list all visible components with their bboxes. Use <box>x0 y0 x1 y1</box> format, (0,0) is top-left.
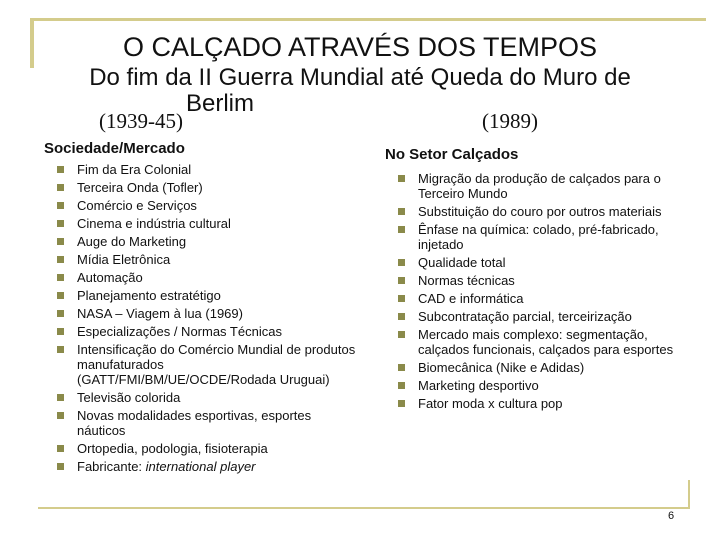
square-bullet-icon <box>398 277 405 284</box>
square-bullet-icon <box>398 400 405 407</box>
list-item-text: Normas técnicas <box>418 273 515 288</box>
list-item-text-prefix: Fabricante: <box>77 459 146 474</box>
square-bullet-icon <box>398 295 405 302</box>
square-bullet-icon <box>57 238 64 245</box>
list-item <box>57 342 357 387</box>
year-start: (1939-45) <box>99 109 183 133</box>
list-item <box>57 198 357 213</box>
list-item-text: Fim da Era Colonial <box>77 162 192 177</box>
square-bullet-icon <box>398 175 405 182</box>
square-bullet-icon <box>57 310 64 317</box>
list-item-text: Marketing desportivo <box>418 378 539 393</box>
list-item-text: Cinema e indústria cultural <box>77 216 231 231</box>
square-bullet-icon <box>57 412 64 419</box>
list-item <box>398 204 698 219</box>
year-end: (1989) <box>482 109 538 133</box>
list-item <box>398 378 698 393</box>
right-column-heading: No Setor Calçados <box>385 146 519 163</box>
list-item <box>57 324 357 339</box>
slide-title: O CALÇADO ATRAVÉS DOS TEMPOS <box>122 32 598 62</box>
list-item-text: Qualidade total <box>418 255 506 270</box>
list-item-text: Ortopedia, podologia, fisioterapia <box>77 441 268 456</box>
list-item-text: Substituição do couro por outros materiais <box>418 204 662 219</box>
square-bullet-icon <box>57 445 64 452</box>
list-item-text: Auge do Marketing <box>77 234 187 249</box>
square-bullet-icon <box>57 202 64 209</box>
list-item-text: Novas modalidades esportivas, esportes náuticos <box>77 408 312 438</box>
list-item <box>398 309 698 324</box>
list-item-text: Comércio e Serviços <box>77 198 197 213</box>
square-bullet-icon <box>398 208 405 215</box>
list-item <box>398 171 698 201</box>
list-item <box>398 255 698 270</box>
list-item-text: Planejamento estratétigo <box>77 288 221 303</box>
list-item <box>57 162 357 177</box>
square-bullet-icon <box>398 331 405 338</box>
square-bullet-icon <box>57 328 64 335</box>
list-item <box>57 390 357 405</box>
square-bullet-icon <box>398 313 405 320</box>
square-bullet-icon <box>57 166 64 173</box>
list-item <box>57 234 357 249</box>
list-item-text: Especializações / Normas Técnicas <box>77 324 282 339</box>
list-item <box>57 306 357 321</box>
square-bullet-icon <box>57 292 64 299</box>
list-item-text: Subcontratação parcial, terceirização <box>418 309 632 324</box>
list-item <box>398 291 698 306</box>
list-item-text: Fator moda x cultura pop <box>418 396 563 411</box>
list-item-text: Mídia Eletrônica <box>77 252 171 267</box>
list-item-text: Automação <box>77 270 143 285</box>
list-item <box>57 252 357 267</box>
square-bullet-icon <box>398 382 405 389</box>
square-bullet-icon <box>57 394 64 401</box>
list-item <box>57 288 357 303</box>
list-item <box>398 360 698 375</box>
list-item <box>57 459 357 474</box>
list-item-text: CAD e informática <box>418 291 524 306</box>
list-item <box>57 408 357 438</box>
list-item <box>398 327 698 357</box>
list-item <box>57 270 357 285</box>
list-item-text-italic: international player <box>145 459 256 474</box>
square-bullet-icon <box>57 274 64 281</box>
left-column-heading: Sociedade/Mercado <box>44 140 185 157</box>
list-item-text: Mercado mais complexo: segmentação, calçados funcionais, calçados para esportes <box>418 327 674 357</box>
list-item <box>57 216 357 231</box>
square-bullet-icon <box>57 184 64 191</box>
square-bullet-icon <box>398 226 405 233</box>
list-item-text: Intensificação do Comércio Mundial de produtos manufaturados (GATT/FMI/BM/UE/OCDE/Rodada Uruguai) <box>77 342 356 387</box>
square-bullet-icon <box>57 256 64 263</box>
list-item-text: Televisão colorida <box>77 390 181 405</box>
list-item-text: Ênfase na química: colado, pré-fabricado, injetado <box>418 222 659 252</box>
list-item <box>57 180 357 195</box>
bottom-decor-line <box>38 507 690 509</box>
bottom-right-decor-line <box>688 480 690 509</box>
list-item-text: Biomecânica (Nike e Adidas) <box>418 360 585 375</box>
square-bullet-icon <box>398 364 405 371</box>
page-number: 6 <box>668 510 675 522</box>
square-bullet-icon <box>57 220 64 227</box>
slide-subtitle: Do fim da II Guerra Mundial até Queda do Muro de <box>89 64 631 91</box>
list-item <box>398 222 698 252</box>
list-item <box>57 441 357 456</box>
list-item-text: Terceira Onda (Tofler) <box>77 180 203 195</box>
list-item-text: Migração da produção de calçados para o Terceiro Mundo <box>418 171 661 201</box>
square-bullet-icon <box>57 346 64 353</box>
square-bullet-icon <box>398 259 405 266</box>
list-item-text: NASA – Viagem à lua (1969) <box>77 306 243 321</box>
square-bullet-icon <box>57 463 64 470</box>
left-bullet-list <box>57 162 357 477</box>
right-bullet-list <box>398 171 698 414</box>
slide-subtitle-tail: Berlim <box>186 90 255 117</box>
list-item <box>398 273 698 288</box>
list-item <box>398 396 698 411</box>
top-decor-line <box>30 18 706 21</box>
